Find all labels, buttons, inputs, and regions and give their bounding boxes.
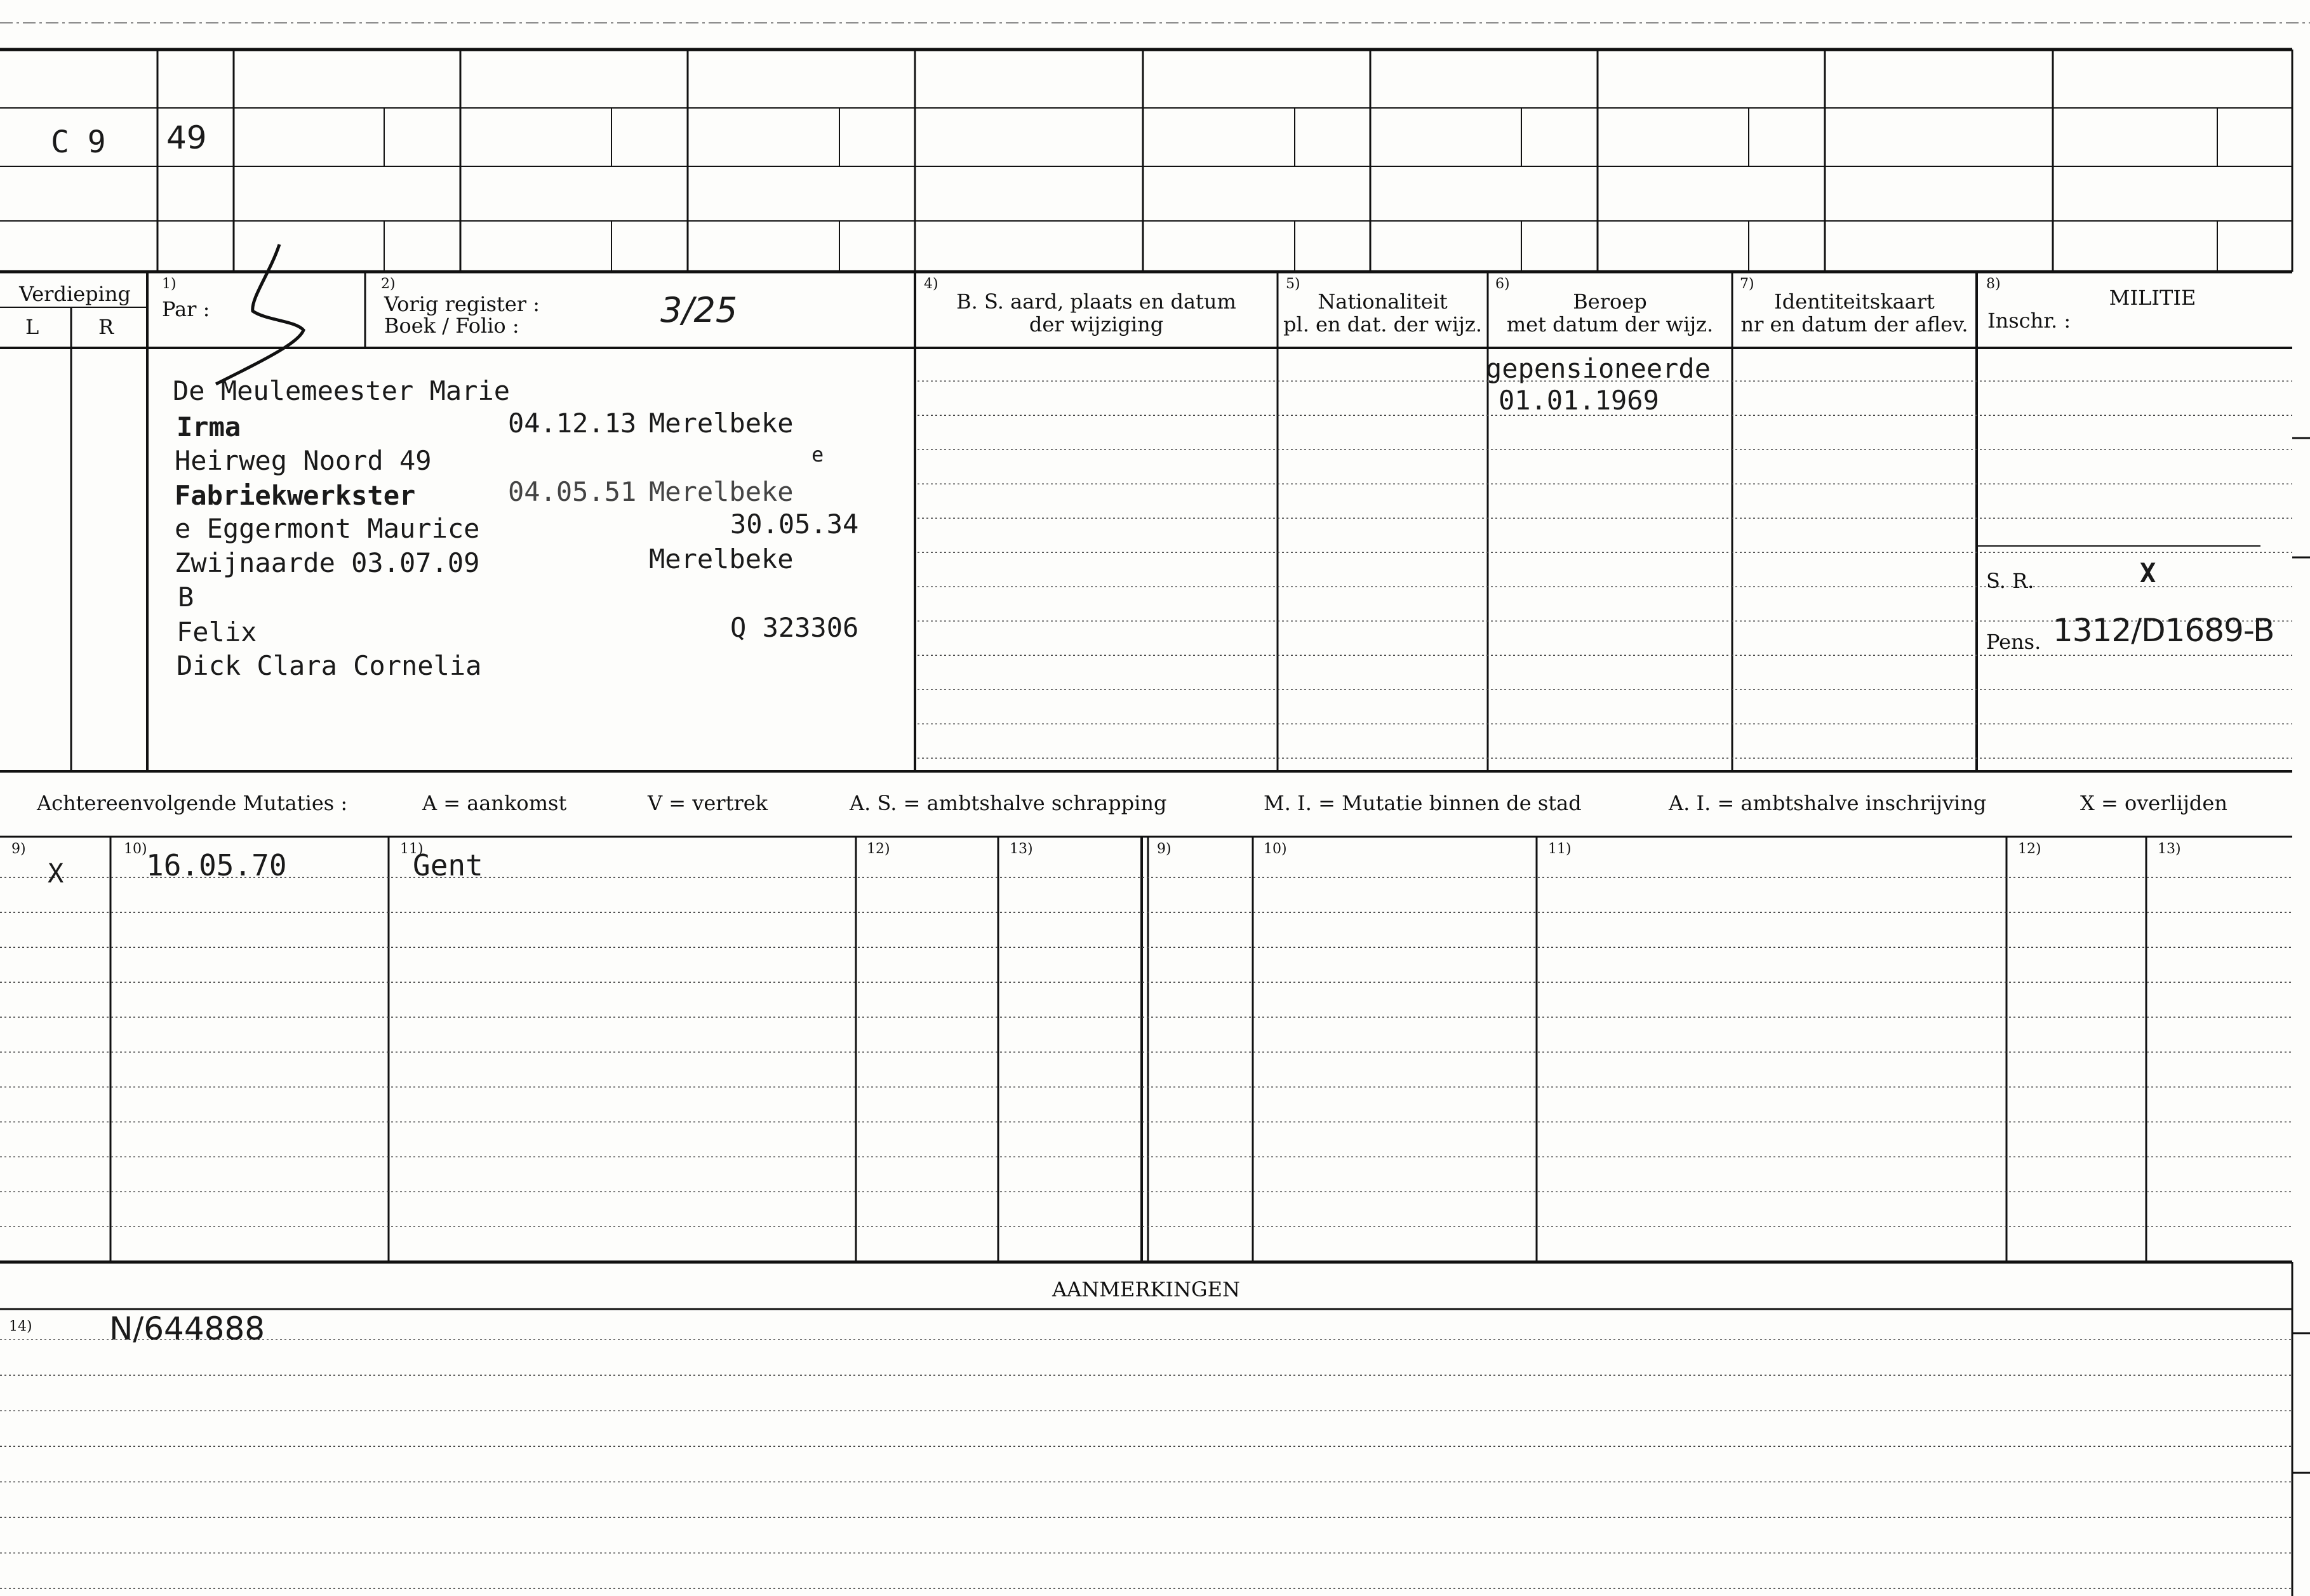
person-spouse-birth: Zwijnaarde 03.07.09 bbox=[175, 547, 480, 578]
beroep-num: 6) bbox=[1495, 276, 1510, 292]
mutation-date: 16.05.70 bbox=[146, 848, 287, 882]
nationaliteit-num: 5) bbox=[1286, 276, 1300, 292]
verdieping-label: Verdieping bbox=[19, 282, 131, 306]
mutation-col-13a: 13) bbox=[1010, 841, 1033, 857]
person-spouse-place: Merelbeke bbox=[649, 543, 794, 575]
bs-label-line2: der wijziging bbox=[1029, 312, 1164, 336]
bs-label-line1: B. S. aard, plaats en datum bbox=[956, 289, 1236, 314]
person-mother: Dick Clara Cornelia bbox=[177, 650, 482, 681]
mutation-place: Gent bbox=[413, 848, 483, 882]
par-handwritten-mark bbox=[216, 244, 304, 384]
mutation-col-13b: 13) bbox=[2158, 841, 2181, 857]
militie-inschr: Inschr. : bbox=[1987, 309, 2071, 333]
legend-ambtshalve-schrapping: A. S. = ambtshalve schrapping bbox=[850, 791, 1167, 815]
person-occupation: Fabriekwerkster bbox=[175, 480, 416, 511]
militie-sr-value: X bbox=[2140, 557, 2156, 589]
beroep-entry-date: 01.01.1969 bbox=[1499, 385, 1659, 416]
register-code: C 9 bbox=[51, 124, 106, 160]
mutation-col-11b: 11) bbox=[1548, 841, 1572, 857]
person-address: Heirweg Noord 49 bbox=[175, 445, 432, 476]
identiteitskaart-sublabel: nr en datum der aflev. bbox=[1740, 312, 1968, 336]
legend-title: Achtereenvolgende Mutaties : bbox=[37, 791, 348, 815]
bs-num: 4) bbox=[924, 276, 938, 292]
legend-aankomst: A = aankomst bbox=[422, 791, 567, 815]
boek-folio-label: Boek / Folio : bbox=[384, 314, 519, 338]
person-birth-place: Merelbeke bbox=[649, 408, 794, 439]
legend-overlijden: X = overlijden bbox=[2080, 791, 2227, 815]
verdieping-right: R bbox=[98, 315, 114, 339]
person-id-number: Q 323306 bbox=[730, 612, 859, 643]
person-arrival-place: Merelbeke bbox=[649, 476, 794, 507]
mutation-col-10b: 10) bbox=[1264, 841, 1287, 857]
person-father: Felix bbox=[177, 616, 257, 648]
mutation-type: X bbox=[48, 858, 64, 889]
mutation-col-9b: 9) bbox=[1157, 841, 1172, 857]
person-name: De Meulemeester Marie bbox=[173, 375, 511, 406]
vorig-register-value: 3/25 bbox=[660, 290, 738, 330]
person-spouse: e Eggermont Maurice bbox=[175, 513, 480, 544]
register-number: 49 bbox=[166, 119, 207, 156]
person-first-name: Irma bbox=[177, 411, 241, 442]
mutation-col-10a: 10) bbox=[124, 841, 147, 857]
identiteitskaart-num: 7) bbox=[1740, 276, 1754, 292]
person-letter-b: B bbox=[178, 582, 194, 613]
legend-mutatie-binnen-stad: M. I. = Mutatie binnen de stad bbox=[1264, 791, 1582, 815]
militie-pens-value: 1312/D1689-B bbox=[2053, 612, 2274, 649]
beroep-entry-occupation: gepensioneerde bbox=[1486, 353, 1711, 384]
mutation-col-12b: 12) bbox=[2018, 841, 2041, 857]
militie-num: 8) bbox=[1986, 276, 2001, 292]
legend-ambtshalve-inschrijving: A. I. = ambtshalve inschrijving bbox=[1669, 791, 1987, 815]
person-arrival-date: 04.05.51 bbox=[508, 476, 637, 507]
nationaliteit-label: Nationaliteit bbox=[1318, 289, 1448, 314]
beroep-label: Beroep bbox=[1573, 289, 1647, 314]
militie-title: MILITIE bbox=[2109, 286, 2196, 310]
mutation-col-11a: 11) bbox=[400, 841, 424, 857]
mutation-col-9a: 9) bbox=[11, 841, 26, 857]
remarks-title: AANMERKINGEN bbox=[1052, 1277, 1240, 1301]
par-label: Par : bbox=[162, 297, 210, 321]
remarks-value: N/644888 bbox=[109, 1310, 265, 1347]
person-birth-date: 04.12.13 bbox=[508, 408, 637, 439]
militie-sr-label: S. R. bbox=[1986, 569, 2034, 593]
person-address-mark: e bbox=[811, 442, 824, 467]
person-spouse-date: 30.05.34 bbox=[730, 509, 859, 540]
beroep-sublabel: met datum der wijz. bbox=[1506, 312, 1714, 336]
par-num: 1) bbox=[162, 276, 177, 292]
vorig-register-num: 2) bbox=[381, 276, 396, 292]
legend-vertrek: V = vertrek bbox=[648, 791, 768, 815]
remarks-num: 14) bbox=[9, 1319, 32, 1334]
militie-pens-label: Pens. bbox=[1986, 630, 2041, 654]
mutation-col-12a: 12) bbox=[867, 841, 890, 857]
verdieping-left: L bbox=[25, 315, 39, 339]
vorig-register-label: Vorig register : bbox=[384, 292, 540, 316]
identiteitskaart-label: Identiteitskaart bbox=[1774, 289, 1935, 314]
nationaliteit-sublabel: pl. en dat. der wijz. bbox=[1283, 312, 1482, 336]
